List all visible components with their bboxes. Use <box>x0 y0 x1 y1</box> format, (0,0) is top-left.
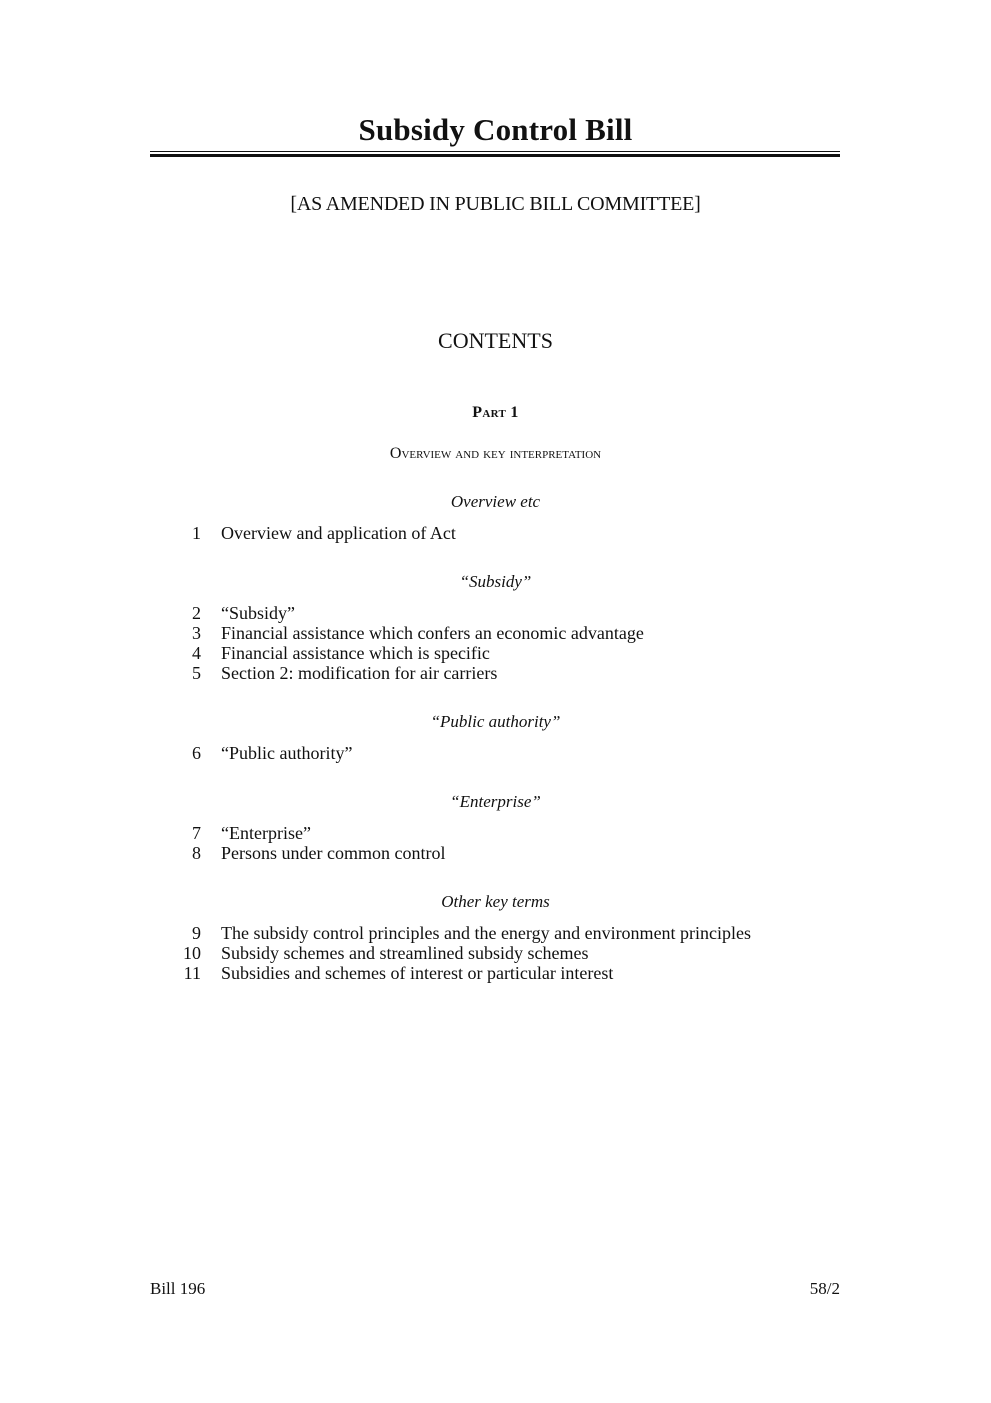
section-number: 3 <box>192 623 201 643</box>
section-title: Overview and application of Act <box>221 523 456 543</box>
section-title: “Subsidy” <box>221 603 295 623</box>
title-rule-thin <box>150 151 840 152</box>
title-rule-thick <box>150 154 840 157</box>
cross-heading-overview: Overview etc <box>450 492 541 511</box>
toc-item-7[interactable] <box>150 823 850 843</box>
part-heading: Overview and key interpretation <box>389 445 602 462</box>
toc-item-9[interactable] <box>150 923 850 943</box>
cross-heading-public-authority: “Public authority” <box>430 712 561 731</box>
contents-heading: CONTENTS <box>438 328 553 353</box>
bill-number: Bill 196 <box>150 1279 206 1298</box>
section-number: 1 <box>192 523 201 543</box>
part-label: Part 1 <box>472 404 519 421</box>
section-title: “Enterprise” <box>221 823 311 843</box>
toc-item-6[interactable] <box>150 743 850 763</box>
section-number: 4 <box>192 643 201 663</box>
cross-heading-subsidy: “Subsidy” <box>459 572 532 591</box>
section-number: 8 <box>192 843 201 863</box>
document-title: Subsidy Control Bill <box>358 112 633 147</box>
toc-item-10[interactable] <box>150 943 850 963</box>
cross-heading-other-key-terms: Other key terms <box>441 892 550 911</box>
toc-item-1[interactable] <box>150 523 850 543</box>
toc-item-3[interactable] <box>150 623 850 643</box>
toc-item-11[interactable] <box>150 963 850 983</box>
amendment-status: [AS AMENDED IN PUBLIC BILL COMMITTEE] <box>290 193 701 215</box>
section-number: 6 <box>192 743 201 763</box>
section-title: “Public authority” <box>221 743 353 763</box>
toc-item-2[interactable] <box>150 603 850 623</box>
section-title: Financial assistance which is specific <box>221 643 490 663</box>
section-number: 5 <box>192 663 201 683</box>
section-number: 9 <box>192 923 201 943</box>
section-number: 2 <box>192 603 201 623</box>
section-title: Subsidy schemes and streamlined subsidy schemes <box>221 943 589 963</box>
print-reference: 58/2 <box>809 1279 840 1298</box>
section-title: Section 2: modification for air carriers <box>221 663 498 683</box>
section-number: 10 <box>183 943 201 963</box>
section-title: Persons under common control <box>221 843 446 863</box>
cross-heading-enterprise: “Enterprise” <box>450 792 541 811</box>
section-number: 11 <box>183 963 201 983</box>
section-title: The subsidy control principles and the energy and environment principles <box>221 923 752 943</box>
toc-item-5[interactable] <box>150 663 850 683</box>
toc-item-8[interactable] <box>150 843 850 863</box>
section-number: 7 <box>192 823 201 843</box>
toc-item-4[interactable] <box>150 643 850 663</box>
section-title: Subsidies and schemes of interest or particular interest <box>221 963 614 983</box>
section-title: Financial assistance which confers an economic advantage <box>221 623 644 643</box>
